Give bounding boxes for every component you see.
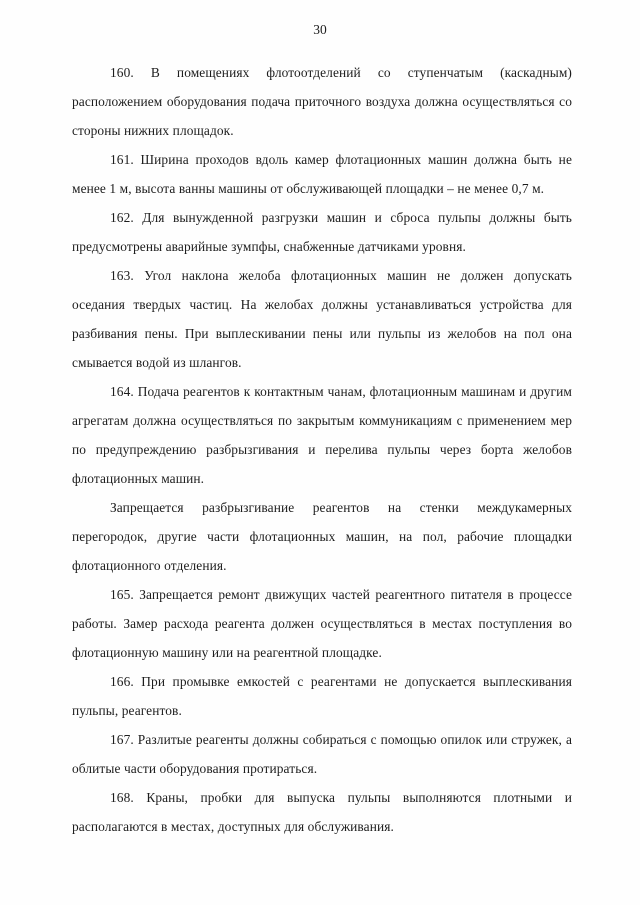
paragraph-166: 166. При промывке емкостей с реагентами не допускается выплескивания пульпы, реагентов. [72, 674, 572, 718]
paragraph-161: 161. Ширина проходов вдоль камер флотационных машин должна быть не менее 1 м, высота ванны машины от обслуживающей площадки – не менее 0,7 м. [72, 152, 572, 196]
paragraph-165: 165. Запрещается ремонт движущих частей реагентного питателя в процессе работы. Замер расхода реагента должен осуществляться в местах поступления во флотационную машину или на реагентной площадке. [72, 587, 572, 660]
page-number: 30 [313, 22, 327, 37]
paragraph-163: 163. Угол наклона желоба флотационных машин не должен допускать оседания твердых частиц. На желобах должны устанавливаться устройства для разбивания пены. При выплескивании пены или пульпы из желобов на пол она смывается водой из шлангов. [72, 268, 572, 370]
paragraph-164: 164. Подача реагентов к контактным чанам, флотационным машинам и другим агрегатам должна осуществляться по закрытым коммуникациям с применением мер по предупреждению разбрызгивания и перелива пульпы через борта желобов флотационных машин. [72, 384, 572, 486]
document-body [72, 58, 572, 841]
paragraph-160: 160. В помещениях флотоотделений со ступенчатым (каскадным) расположением оборудования подача приточного воздуха должна осуществляться со стороны нижних площадок. [72, 65, 572, 138]
paragraph-167: 167. Разлитые реагенты должны собираться с помощью опилок или стружек, а облитые части оборудования протираться. [72, 732, 572, 776]
paragraph-162: 162. Для вынужденной разгрузки машин и сброса пульпы должны быть предусмотрены аварийные зумпфы, снабженные датчиками уровня. [72, 210, 572, 254]
paragraph-168: 168. Краны, пробки для выпуска пульпы выполняются плотными и располагаются в местах, доступных для обслуживания. [72, 790, 572, 834]
paragraph-prohibition-note: Запрещается разбрызгивание реагентов на стенки междукамерных перегородок, другие части флотационных машин, на пол, рабочие площадки флотационного отделения. [72, 500, 572, 573]
